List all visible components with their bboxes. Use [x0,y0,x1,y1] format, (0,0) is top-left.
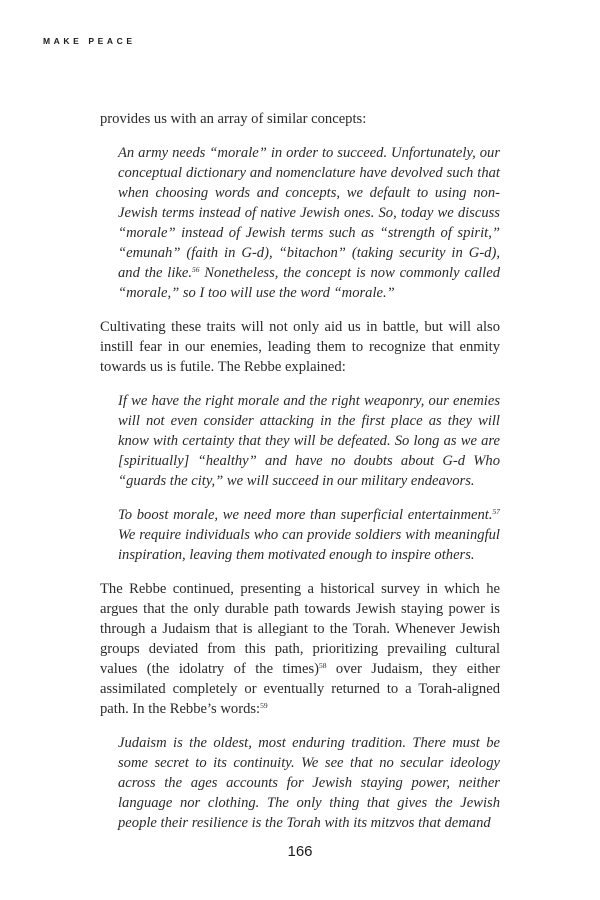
quote-morale [118,143,500,303]
page-number: 166 [287,843,313,860]
footnote-ref-57[interactable]: 57 [492,507,500,516]
quote-boost-text: To boost morale, we need more than superficial entertainment. [118,507,493,523]
survey-mid: over Judaism, they either assimilated completely or eventually returned to a Torah-aligned path. In the Rebbe’s words: [100,661,500,717]
page-body [100,109,500,847]
paragraph-historical-survey [100,579,500,719]
quote-weaponry: If we have the right morale and the right weaponry, our enemies will not even consider attacking in the first place as they will know with certainty that they will be defeated. So long as we are [spiritually] “healthy” and have no doubts about G-d Who “guards the city,” we will succeed in our military endeavors. [118,393,500,489]
quote-morale-text: An army needs “morale” in order to succeed. Unfortunately, our conceptual dictionary and nomenclature have devolved such that when choosing words and concepts, we default to using non-Jewish terms instead of native Jewish ones. So, today we discuss “morale” instead of Jewish terms such as “strength of spirit,” “emunah” (faith in G-d), “bitachon” (taking security in G-d), and the like. [118,145,500,281]
quote-morale-tail: Nonetheless, the concept is now commonly called “morale,” so I too will use the word “morale.” [118,265,500,301]
paragraph-intro: provides us with an array of similar concepts: [100,111,367,127]
footnote-ref-56[interactable]: 56 [191,265,200,274]
footnote-ref-59[interactable]: 59 [260,701,268,710]
quote-judaism-oldest: Judaism is the oldest, most enduring tradition. There must be some secret to its continuity. We see that no secular ideology across the ages accounts for Jewish staying power, neither language nor clothing. The only thing that gives the Jewish people their resilience is the Torah with its mitzvos that demand [118,735,500,831]
survey-text: The Rebbe continued, presenting a historical survey in which he argues that the only durable path towards Jewish staying power is through a Judaism that is allegiant to the Torah. Whenever Jewish groups deviated from this path, prioritizing prevailing cultural values (the idolatry of the times) [100,581,500,677]
footnote-ref-58[interactable]: 58 [319,661,327,670]
running-head: MAKE PEACE [43,36,136,46]
paragraph-cultivating: Cultivating these traits will not only aid us in battle, but will also instill fear in our enemies, leading them to recognize that enmity towards us is futile. The Rebbe explained: [100,319,500,375]
quote-boost-tail: We require individuals who can provide soldiers with meaningful inspiration, leaving them motivated enough to inspire others. [118,527,500,563]
quote-boost-morale [118,505,500,565]
